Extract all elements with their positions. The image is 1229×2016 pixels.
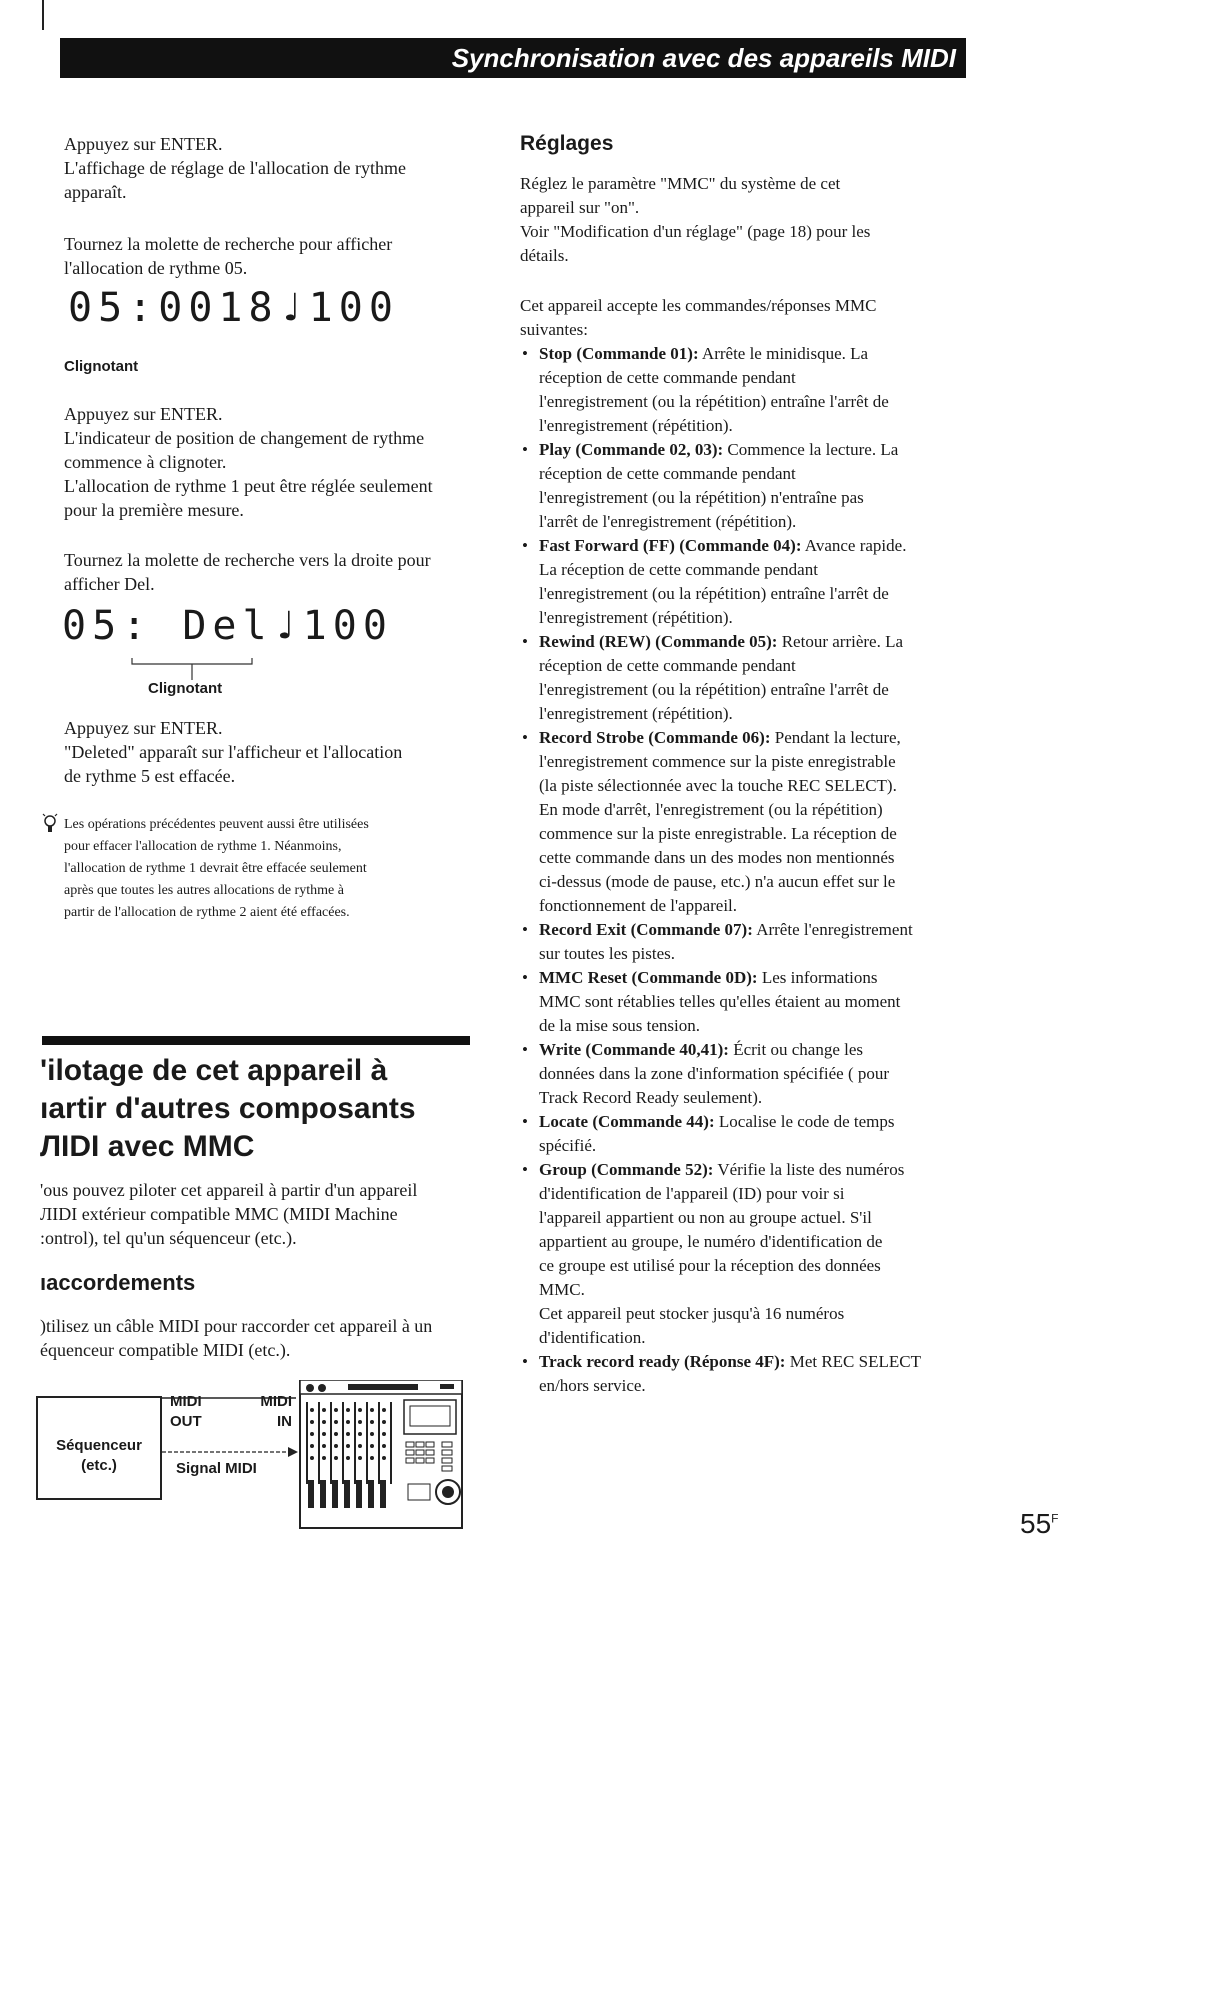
lcd-display-2: 05: Del♩100 [62, 603, 393, 649]
text-line: l'appareil appartient ou non au groupe actuel. S'il [539, 1208, 872, 1227]
text-line: Appuyez sur ENTER. [64, 134, 223, 154]
bullet-icon: • [522, 344, 528, 363]
label-line: (etc.) [81, 1457, 117, 1474]
page-number-value: 55 [1020, 1508, 1052, 1539]
text-line: ci-dessus (mode de pause, etc.) n'a aucun effet sur le [539, 872, 896, 891]
list-item [522, 534, 972, 630]
text-line: réception de cette commande pendant [539, 656, 796, 675]
margin-mark [42, 0, 44, 30]
text-line: Pendant la lecture, [770, 728, 901, 747]
mmc-command-list [522, 342, 972, 1398]
text-line: Track Record Ready seulement). [539, 1088, 763, 1107]
raccordements-paragraph [40, 1314, 480, 1362]
section-rule [42, 1036, 470, 1045]
text-line: de la mise sous tension. [539, 1016, 701, 1035]
list-item [522, 966, 972, 1038]
text-line: Vérifie la liste des numéros [713, 1160, 905, 1179]
text-line: Avance rapide. [801, 536, 907, 555]
text-line: Appuyez sur ENTER. [64, 404, 223, 424]
command-term: Play (Commande 02, 03): [539, 440, 724, 459]
text-line: Les informations [757, 968, 878, 987]
text-line: fonctionnement de l'appareil. [539, 896, 738, 915]
text-line: l'enregistrement (répétition). [539, 608, 733, 627]
bullet-icon: • [522, 440, 528, 459]
text-line: d'identification de l'appareil (ID) pour voir si [539, 1184, 845, 1203]
text-line: Cet appareil peut stocker jusqu'à 16 numéros [539, 1304, 845, 1323]
intro-paragraph [40, 1178, 480, 1250]
left-para-2 [64, 232, 484, 280]
bullet-icon: • [522, 968, 528, 987]
group-description [539, 1160, 904, 1347]
text-line: L'affichage de réglage de l'allocation de rythme [64, 158, 406, 178]
text-line: l'enregistrement (ou la répétition) entraîne l'arrêt de [539, 584, 889, 603]
bullet-icon: • [522, 1112, 528, 1131]
text-line: Réglez le paramètre "MMC" du système de cet [520, 174, 841, 193]
text-line: l'enregistrement (ou la répétition) n'entraîne pas [539, 488, 864, 507]
command-term: MMC Reset (Commande 0D): [539, 968, 758, 987]
text-line: Commence la lecture. La [723, 440, 899, 459]
text-line: pour la première mesure. [64, 500, 244, 520]
text-line: ce groupe est utilisé pour la réception des données [539, 1256, 881, 1275]
text-line: réception de cette commande pendant [539, 464, 796, 483]
bullet-icon: • [522, 1352, 528, 1371]
text-line: Voir "Modification d'un réglage" (page 18) pour les [520, 222, 871, 241]
text-line: Arrête l'enregistrement [752, 920, 913, 939]
text-line: Les opérations précédentes peuvent aussi être utilisées [64, 817, 369, 832]
text-line: l'enregistrement (ou la répétition) entraîne l'arrêt de [539, 680, 889, 699]
text-line: spécifié. [539, 1136, 597, 1155]
command-term: Rewind (REW) (Commande 05): [539, 632, 778, 651]
text-line: en/hors service. [539, 1376, 646, 1395]
text-line: l'arrêt de l'enregistrement (répétition). [539, 512, 797, 531]
text-line: équenceur compatible MIDI (etc.). [40, 1340, 291, 1360]
text-line: appartient au groupe, le numéro d'identification de [539, 1232, 883, 1251]
text-line: de rythme 5 est effacée. [64, 766, 236, 786]
page-number [1020, 1508, 1059, 1540]
text-line: MMC. [539, 1280, 585, 1299]
page-suffix: F [1051, 1511, 1059, 1526]
tip-icon [40, 812, 60, 838]
command-term: Record Strobe (Commande 06): [539, 728, 771, 747]
text-line: commence sur la piste enregistrable. La réception de [539, 824, 897, 843]
bullet-icon: • [522, 728, 528, 747]
command-term: Record Exit (Commande 07): [539, 920, 753, 939]
label-line: MIDI [170, 1393, 202, 1410]
text-line: l'enregistrement commence sur la piste enregistrable [539, 752, 896, 771]
text-line: MMC sont rétablies telles qu'elles étaient au moment [539, 992, 901, 1011]
midi-signal-label: Signal MIDI [176, 1460, 257, 1477]
section-title [40, 1052, 480, 1166]
text-line: détails. [520, 246, 569, 265]
title-line: 'ilotage de cet appareil à [40, 1054, 388, 1087]
text-line: Arrête le minidisque. La [698, 344, 869, 363]
list-item [522, 1158, 972, 1350]
tip-note [64, 814, 484, 924]
left-para-1 [64, 132, 484, 204]
command-term: Track record ready (Réponse 4F): [539, 1352, 786, 1371]
text-line: appareil sur "on". [520, 198, 640, 217]
bullet-icon: • [522, 536, 528, 555]
reglages-heading: Réglages [520, 132, 614, 155]
text-line: afficher Del. [64, 574, 155, 594]
label-line: IN [277, 1413, 292, 1430]
left-para-3 [64, 402, 484, 522]
text-line: pour effacer l'allocation de rythme 1. Néanmoins, [64, 839, 342, 854]
bullet-icon: • [522, 1040, 528, 1059]
title-line: ıartir d'autres composants [40, 1092, 416, 1125]
text-line: sur toutes les pistes. [539, 944, 675, 963]
bullet-icon: • [522, 632, 528, 651]
text-line: :ontrol), tel qu'un séquenceur (etc.). [40, 1228, 297, 1248]
text-line: Localise le code de temps [714, 1112, 895, 1131]
command-term: Stop (Commande 01): [539, 344, 699, 363]
text-line: après que toutes les autres allocations de rythme à [64, 883, 344, 898]
text-line: En mode d'arrêt, l'enregistrement (ou la répétition) [539, 800, 883, 819]
text-line: partir de l'allocation de rythme 2 aient été effacées. [64, 905, 350, 920]
mmc-intro [520, 294, 960, 342]
left-para-5 [64, 716, 484, 788]
left-para-4 [64, 548, 484, 596]
text-line: Retour arrière. La [777, 632, 904, 651]
text-line: "Deleted" apparaît sur l'afficheur et l'allocation [64, 742, 403, 762]
text-line: données dans la zone d'information spécifiée ( pour [539, 1064, 890, 1083]
text-line: 'ous pouvez piloter cet appareil à partir d'un appareil [40, 1180, 418, 1200]
text-line: Tournez la molette de recherche pour afficher [64, 234, 393, 254]
list-item [522, 918, 972, 966]
bracket-indicator [130, 652, 260, 682]
list-item [522, 630, 972, 726]
list-item [522, 1038, 972, 1110]
command-term: Group (Commande 52): [539, 1160, 714, 1179]
text-line: suivantes: [520, 320, 588, 339]
text-line: d'identification. [539, 1328, 646, 1347]
list-item [522, 726, 972, 918]
command-term: Write (Commande 40,41): [539, 1040, 729, 1059]
text-line: ЛIDI extérieur compatible MMC (MIDI Machine [40, 1204, 398, 1224]
recorder-device-icon [300, 1380, 462, 1528]
text-line: apparaît. [64, 182, 127, 202]
text-line: Écrit ou change les [728, 1040, 864, 1059]
text-line: l'enregistrement (répétition). [539, 704, 733, 723]
blinking-label-2: Clignotant [148, 680, 223, 697]
text-line: l'allocation de rythme 05. [64, 258, 248, 278]
list-item [522, 438, 972, 534]
header-title: Synchronisation avec des appareils MIDI [60, 38, 966, 78]
bullet-icon: • [522, 1160, 528, 1179]
list-item [522, 1110, 972, 1158]
label-line: OUT [170, 1413, 202, 1430]
text-line: )tilisez un câble MIDI pour raccorder cet appareil à un [40, 1316, 433, 1336]
arrow-icon [288, 1447, 298, 1457]
lcd-display-1: 05:0018♩100 [68, 285, 399, 331]
bullet-icon: • [522, 920, 528, 939]
text-line: La réception de cette commande pendant [539, 560, 818, 579]
sequencer-label [54, 1436, 144, 1476]
command-term: Fast Forward (FF) (Commande 04): [539, 536, 802, 555]
text-line: L'indicateur de position de changement de rythme [64, 428, 425, 448]
text-line: Appuyez sur ENTER. [64, 718, 223, 738]
text-line: Tournez la molette de recherche vers la droite pour [64, 550, 431, 570]
command-term: Locate (Commande 44): [539, 1112, 715, 1131]
label-line: Séquenceur [56, 1437, 142, 1454]
blinking-label-1: Clignotant [64, 358, 139, 375]
text-line: Met REC SELECT [785, 1352, 921, 1371]
text-line: cette commande dans un des modes non mentionnés [539, 848, 895, 867]
raccordements-heading: ıaccordements [40, 1270, 196, 1295]
connection-diagram [160, 1380, 470, 1530]
label-line: MIDI [260, 1393, 292, 1410]
text-line: l'allocation de rythme 1 devrait être effacée seulement [64, 861, 367, 876]
text-line: commence à clignoter. [64, 452, 227, 472]
list-item [522, 1350, 972, 1398]
title-line: ЛIDI avec MMC [40, 1130, 255, 1163]
text-line: (la piste sélectionnée avec la touche REC SELECT). [539, 776, 897, 795]
text-line: Cet appareil accepte les commandes/réponses MMC [520, 296, 877, 315]
text-line: l'enregistrement (ou la répétition) entraîne l'arrêt de [539, 392, 889, 411]
list-item [522, 342, 972, 438]
text-line: L'allocation de rythme 1 peut être réglée seulement [64, 476, 433, 496]
text-line: réception de cette commande pendant [539, 368, 796, 387]
text-line: l'enregistrement (répétition). [539, 416, 733, 435]
reglages-paragraph [520, 172, 960, 268]
